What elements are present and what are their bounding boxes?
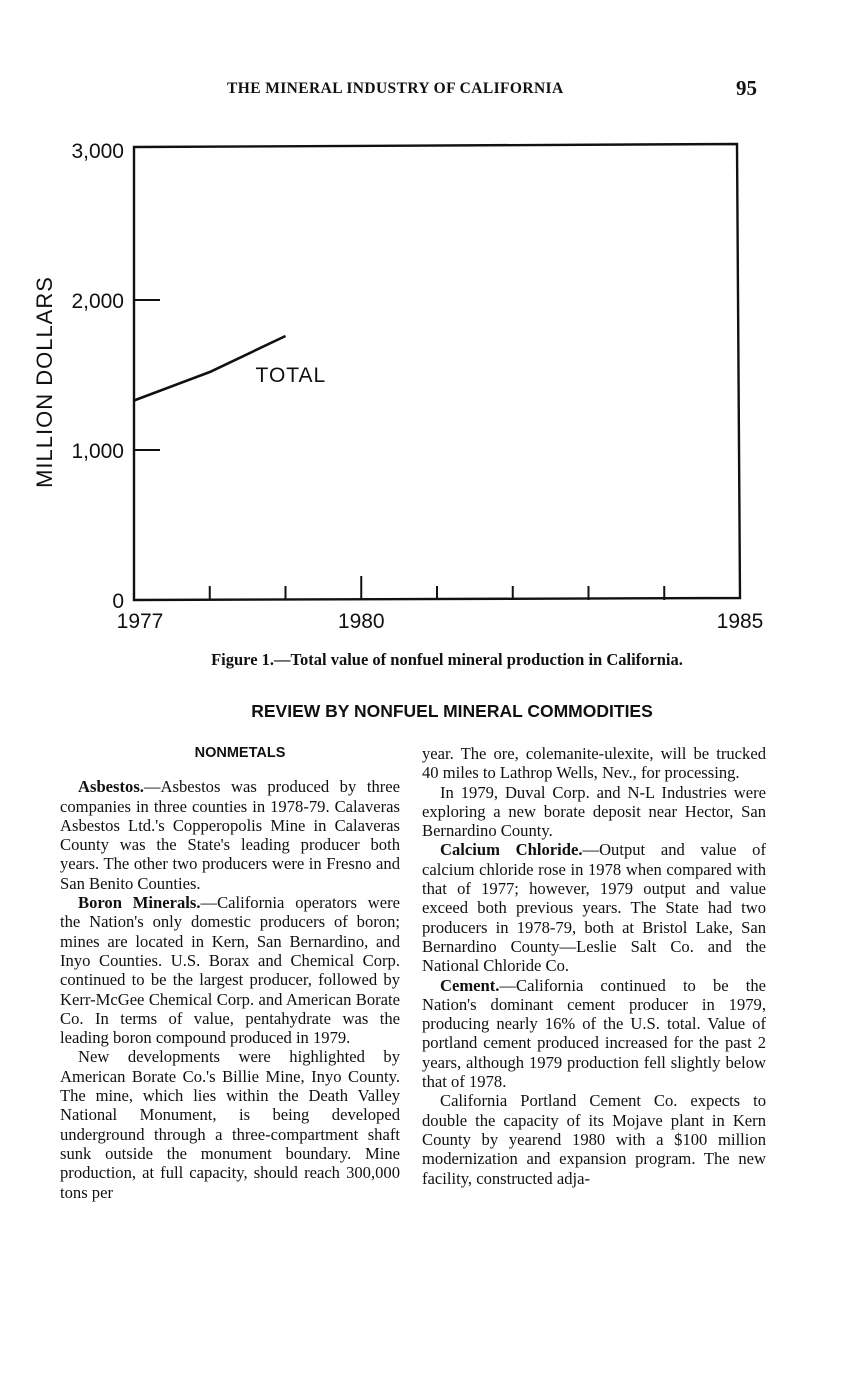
text-asbestos: —Asbestos was produced by three companies in three counties in 1978-79. Calaveras Asbestos Ltd.'s Copperopolis Mine in Calaveras County was the State's leading producer both years. The other two producers were in Fresno and San Benito Counties.: [60, 777, 400, 893]
paragraph-cement: [422, 976, 766, 1092]
paragraph-asbestos: [60, 777, 400, 893]
chart-frame: [134, 144, 740, 600]
section-heading: REVIEW BY NONFUEL MINERAL COMMODITIES: [251, 701, 653, 721]
paragraph-boron: [60, 893, 400, 1047]
x-tick-label: 1980: [337, 610, 385, 633]
figure-caption: Figure 1.—Total value of nonfuel mineral production in California.: [211, 650, 683, 669]
y-tick-label: 1,000: [71, 440, 124, 463]
y-tick-label: 2,000: [71, 290, 124, 313]
y-axis-label: MILLION DOLLARS: [32, 276, 57, 488]
plot-border: [134, 144, 740, 600]
y-axis: [71, 140, 160, 613]
runin-asbestos: Asbestos.: [78, 777, 144, 797]
paragraph-calcium-chloride: [422, 840, 766, 975]
x-tick-label: 1985: [716, 610, 764, 633]
runin-boron: Boron Minerals.: [78, 893, 201, 913]
page-number: 95: [736, 76, 757, 100]
running-head: [0, 78, 864, 102]
paragraph-continuation: year. The ore, colemanite-ulexite, will be trucked 40 miles to Lathrop Wells, Nev., for processing.: [422, 744, 766, 783]
text-column-left: [60, 744, 400, 1202]
paragraph-california-portland: California Portland Cement Co. expects to double the capacity of its Mojave plant in Kern County by yearend 1980 with a $100 million modernization and expansion program. The new facility, constructed adja-: [422, 1091, 766, 1188]
y-tick-label: 0: [112, 590, 124, 613]
text-calcium-chloride: —Output and value of calcium chloride rose in 1978 when compared with that of 1977; however, 1979 output and value exceed both previous years. The State had two producers in 1978-79, both at Bristol Lake, San Bernardino County—Leslie Salt Co. and the National Chloride Co.: [422, 840, 766, 976]
running-title: THE MINERAL INDUSTRY OF CALIFORNIA: [227, 80, 564, 97]
subheading-nonmetals: NONMETALS: [194, 745, 286, 761]
paragraph-new-developments: New developments were highlighted by American Borate Co.'s Billie Mine, Inyo County. The mine, which lies within the Death Valley National Monument, is being developed underground through a three-compartment shaft sunk outside the monument boundary. Mine production, at full capacity, should reach 300,000 tons per: [60, 1047, 400, 1202]
text-column-right: [422, 744, 766, 1188]
text-boron: —California operators were the Nation's only domestic producers of boron; mines are located in Kern, San Bernardino, and Inyo Counties. U.S. Borax and Chemical Corp. continued to be the largest producer, followed by Kerr-McGee Chemical Corp. and American Borate Co. In terms of value, pentahydrate was the leading boron compound produced in 1979.: [60, 893, 400, 1048]
series-label-total: TOTAL: [255, 364, 327, 387]
y-tick-label: 3,000: [71, 140, 124, 163]
paragraph-duval: In 1979, Duval Corp. and N-L Industries were exploring a new borate deposit near Hector, San Bernardino County.: [422, 782, 766, 841]
figure-1-chart: [0, 130, 864, 640]
runin-cement: Cement.: [440, 975, 500, 995]
runin-calcium-chloride: Calcium Chloride.: [440, 840, 583, 860]
text-cement: —California continued to be the Nation's dominant cement producer in 1979, producing nearly 16% of the U.S. total. Value of portland cement produced increased for the past 2 years, although 1979 production fell slightly below that of 1978.: [422, 975, 766, 1092]
x-tick-label: 1977: [116, 610, 164, 633]
series-group: [134, 336, 326, 401]
x-axis: [117, 576, 764, 633]
